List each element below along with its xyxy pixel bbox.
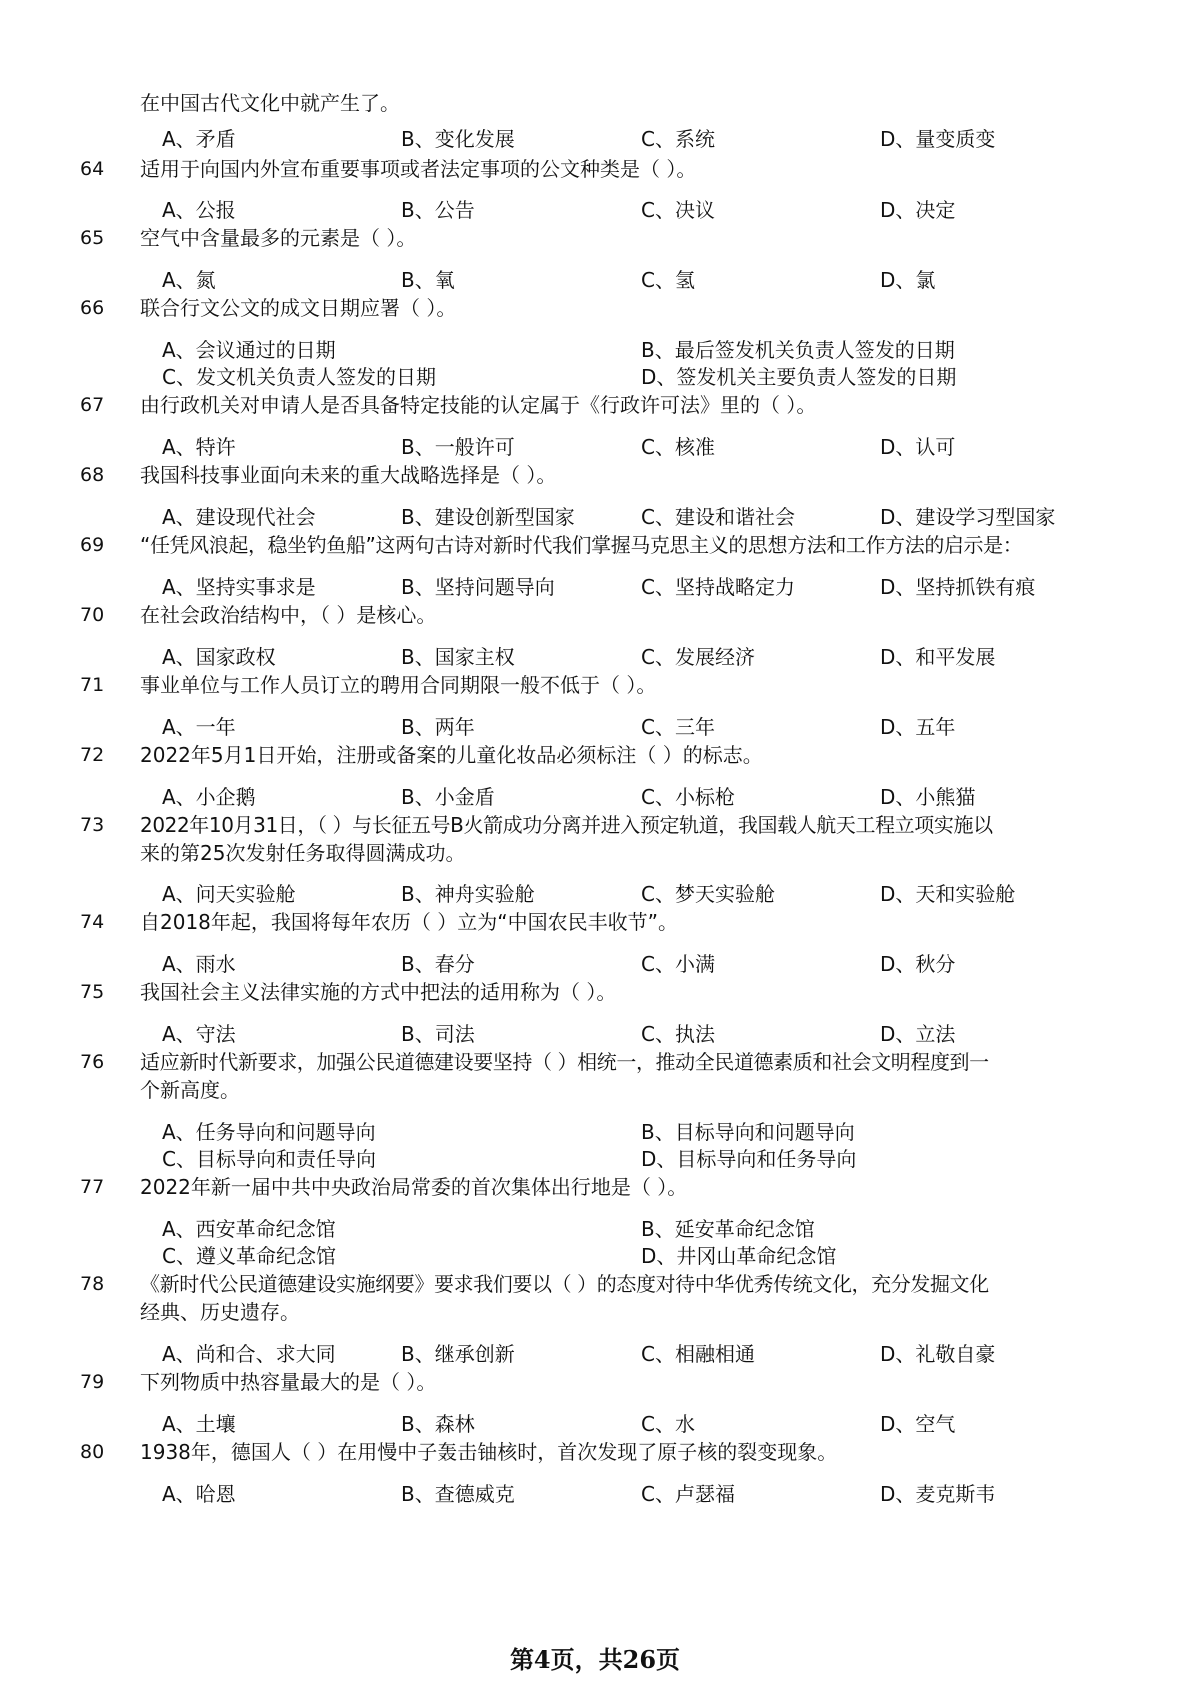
option-b: B、氧 xyxy=(401,268,455,292)
option-c: C、遵义革命纪念馆 xyxy=(162,1244,336,1268)
question-number: 72 xyxy=(80,744,105,766)
question-text: 事业单位与工作人员订立的聘用合同期限一般不低于（ ）。 xyxy=(140,673,657,697)
question-text: 下列物质中热容量最大的是（ ）。 xyxy=(140,1370,437,1394)
question-number: 66 xyxy=(80,297,105,319)
option-a: A、守法 xyxy=(162,1022,236,1046)
question-text: 在社会政治结构中，（ ）是核心。 xyxy=(140,603,437,627)
page-footer: 第4页，共26页 xyxy=(509,1645,681,1674)
option-b: B、神舟实验舱 xyxy=(401,882,535,906)
option-d: D、目标导向和任务导向 xyxy=(641,1147,857,1171)
option-c: C、坚持战略定力 xyxy=(641,575,795,599)
option-a: A、问天实验舱 xyxy=(162,882,296,906)
option-a: A、雨水 xyxy=(162,952,236,976)
option-c: C、水 xyxy=(641,1412,695,1436)
option-d: D、天和实验舱 xyxy=(880,882,1016,906)
option-b: B、公告 xyxy=(401,198,475,222)
option-a: A、尚和合、求大同 xyxy=(162,1342,336,1366)
option-c: C、氢 xyxy=(641,268,695,292)
question-text: “任凭风浪起，稳坐钓鱼船”这两句古诗对新时代我们掌握马克思主义的思想方法和工作方法的启示是： xyxy=(140,533,1023,557)
question-text: 我国社会主义法律实施的方式中把法的适用称为（ ）。 xyxy=(140,980,617,1004)
option-b: B、目标导向和问题导向 xyxy=(641,1120,855,1144)
option-b: B、查德威克 xyxy=(401,1482,515,1506)
question-number: 69 xyxy=(80,534,105,556)
question-text: 联合行文公文的成文日期应署（ ）。 xyxy=(140,296,457,320)
option-d: D、麦克斯韦 xyxy=(880,1482,996,1506)
option-c: C、小标枪 xyxy=(641,785,735,809)
option-a: A、氮 xyxy=(162,268,216,292)
question-number: 79 xyxy=(80,1371,105,1393)
question-number: 74 xyxy=(80,911,105,933)
question-text: 我国科技事业面向未来的重大战略选择是（ ）。 xyxy=(140,463,557,487)
question-number: 65 xyxy=(80,227,105,249)
option-c: C、建设和谐社会 xyxy=(641,505,795,529)
option-b: B、坚持问题导向 xyxy=(401,575,555,599)
option-d: D、井冈山革命纪念馆 xyxy=(641,1244,837,1268)
option-a: A、任务导向和问题导向 xyxy=(162,1120,376,1144)
option-c: C、梦天实验舱 xyxy=(641,882,775,906)
question-text-continuation: 来的第25次发射任务取得圆满成功。 xyxy=(140,841,466,865)
question-number: 70 xyxy=(80,604,105,626)
question-text-continuation: 经典、历史遗存。 xyxy=(140,1300,300,1324)
question-number: 71 xyxy=(80,674,105,696)
option-c: C、执法 xyxy=(641,1022,715,1046)
question-text: 2022年新一届中共中央政治局常委的首次集体出行地是（ ）。 xyxy=(140,1175,688,1199)
option-b: B、两年 xyxy=(401,715,475,739)
option-b: B、继承创新 xyxy=(401,1342,515,1366)
option-d: D、秋分 xyxy=(880,952,956,976)
question-text: 空气中含量最多的元素是（ ）。 xyxy=(140,226,417,250)
option-c: C、发展经济 xyxy=(641,645,755,669)
q63-option-b: B、变化发展 xyxy=(401,127,515,151)
q63-option-a: A、矛盾 xyxy=(162,127,236,151)
option-b: B、森林 xyxy=(401,1412,475,1436)
option-d: D、决定 xyxy=(880,198,956,222)
question-number: 73 xyxy=(80,814,105,836)
question-63-continuation: 在中国古代文化中就产生了。 xyxy=(140,91,400,115)
question-number: 77 xyxy=(80,1176,105,1198)
option-d: D、小熊猫 xyxy=(880,785,976,809)
question-text: 《新时代公民道德建设实施纲要》要求我们要以（ ）的态度对待中华优秀传统文化，充分发掘文化 xyxy=(140,1272,989,1296)
option-c: C、小满 xyxy=(641,952,715,976)
option-b: B、最后签发机关负责人签发的日期 xyxy=(641,338,955,362)
option-d: D、空气 xyxy=(880,1412,956,1436)
option-a: A、坚持实事求是 xyxy=(162,575,316,599)
question-number: 67 xyxy=(80,394,105,416)
question-text: 2022年10月31日，（ ）与长征五号B火箭成功分离并进入预定轨道，我国载人航天工程立项实施以 xyxy=(140,813,993,837)
option-a: A、国家政权 xyxy=(162,645,276,669)
option-b: B、延安革命纪念馆 xyxy=(641,1217,815,1241)
option-c: C、目标导向和责任导向 xyxy=(162,1147,376,1171)
option-a: A、西安革命纪念馆 xyxy=(162,1217,336,1241)
option-a: A、土壤 xyxy=(162,1412,236,1436)
q63-option-d: D、量变质变 xyxy=(880,127,996,151)
option-d: D、建设学习型国家 xyxy=(880,505,1056,529)
question-text: 自2018年起，我国将每年农历（ ）立为“中国农民丰收节”。 xyxy=(140,910,678,934)
q63-option-c: C、系统 xyxy=(641,127,715,151)
question-number: 78 xyxy=(80,1273,105,1295)
option-d: D、五年 xyxy=(880,715,956,739)
question-text: 1938年，德国人（ ）在用慢中子轰击铀核时，首次发现了原子核的裂变现象。 xyxy=(140,1440,838,1464)
option-b: B、国家主权 xyxy=(401,645,515,669)
option-a: A、特许 xyxy=(162,435,236,459)
option-b: B、建设创新型国家 xyxy=(401,505,575,529)
option-c: C、核准 xyxy=(641,435,715,459)
question-number: 64 xyxy=(80,158,105,180)
option-d: D、坚持抓铁有痕 xyxy=(880,575,1036,599)
question-text: 适应新时代新要求，加强公民道德建设要坚持（ ）相统一，推动全民道德素质和社会文明程度到一 xyxy=(140,1050,989,1074)
question-text-continuation: 个新高度。 xyxy=(140,1078,240,1102)
option-c: C、发文机关负责人签发的日期 xyxy=(162,365,436,389)
option-a: A、会议通过的日期 xyxy=(162,338,336,362)
question-number: 68 xyxy=(80,464,105,486)
option-b: B、一般许可 xyxy=(401,435,515,459)
question-number: 76 xyxy=(80,1051,105,1073)
option-a: A、小企鹅 xyxy=(162,785,256,809)
option-a: A、一年 xyxy=(162,715,236,739)
question-number: 80 xyxy=(80,1441,105,1463)
option-b: B、小金盾 xyxy=(401,785,495,809)
option-c: C、三年 xyxy=(641,715,715,739)
option-c: C、决议 xyxy=(641,198,715,222)
option-d: D、和平发展 xyxy=(880,645,996,669)
option-d: D、立法 xyxy=(880,1022,956,1046)
option-c: C、相融相通 xyxy=(641,1342,755,1366)
question-text: 2022年5月1日开始，注册或备案的儿童化妆品必须标注（ ）的标志。 xyxy=(140,743,763,767)
option-a: A、哈恩 xyxy=(162,1482,236,1506)
option-c: C、卢瑟福 xyxy=(641,1482,735,1506)
option-d: D、氯 xyxy=(880,268,936,292)
option-d: D、认可 xyxy=(880,435,956,459)
option-b: B、司法 xyxy=(401,1022,475,1046)
option-b: B、春分 xyxy=(401,952,475,976)
option-a: A、公报 xyxy=(162,198,236,222)
question-text: 由行政机关对申请人是否具备特定技能的认定属于《行政许可法》里的（ ）。 xyxy=(140,393,817,417)
option-a: A、建设现代社会 xyxy=(162,505,316,529)
option-d: D、签发机关主要负责人签发的日期 xyxy=(641,365,957,389)
question-number: 75 xyxy=(80,981,105,1003)
option-d: D、礼敬自豪 xyxy=(880,1342,996,1366)
question-text: 适用于向国内外宣布重要事项或者法定事项的公文种类是（ ）。 xyxy=(140,157,697,181)
